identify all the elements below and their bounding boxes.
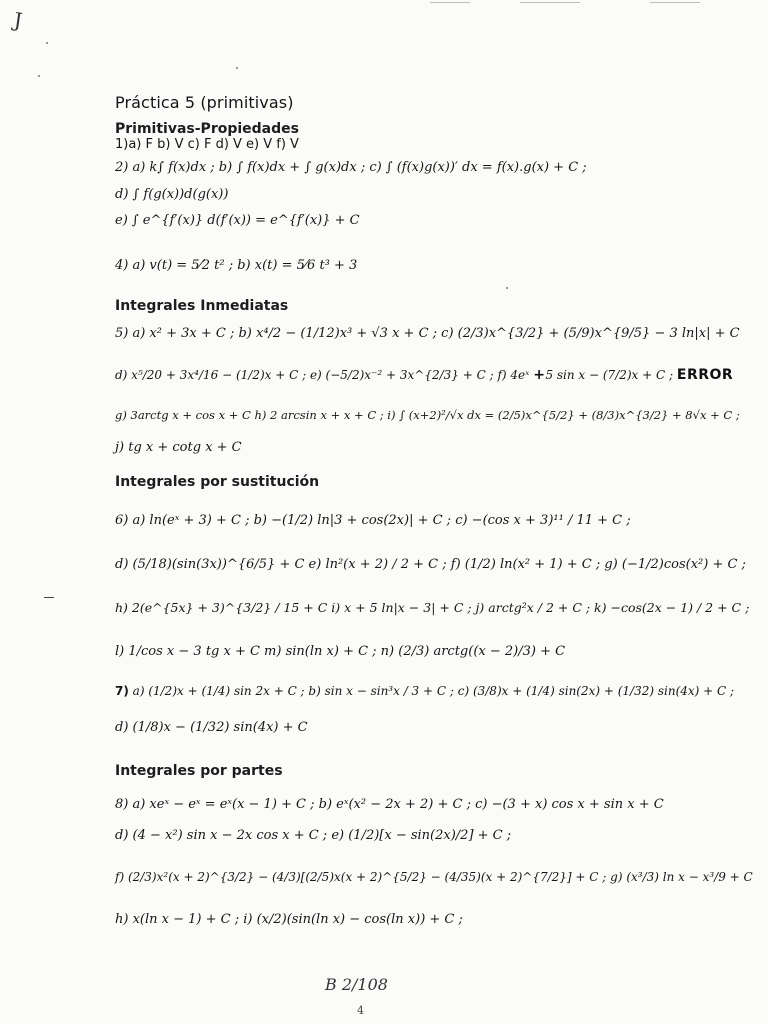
section-heading-propiedades: Primitivas-Propiedades bbox=[115, 121, 299, 137]
scan-artifact bbox=[44, 597, 54, 598]
answer-line-2d: d) ∫ f(g(x))d(g(x)) bbox=[115, 187, 229, 202]
scan-speck bbox=[236, 67, 238, 69]
section-heading-partes: Integrales por partes bbox=[115, 763, 283, 779]
page-title: Práctica 5 (primitivas) bbox=[115, 93, 294, 112]
answer-line-4: 4) a) v(t) = 5⁄2 t² ; b) x(t) = 5⁄6 t³ + 3 bbox=[115, 258, 358, 273]
scan-speck bbox=[506, 287, 508, 289]
answer-line-6l: l) 1/cos x − 3 tg x + C m) sin(ln x) + C ; n) (2/3) arctg((x − 2)/3) + C bbox=[115, 644, 566, 659]
answer-line-1: 1)a) F b) V c) F d) V e) V f) V bbox=[115, 137, 299, 152]
scan-artifact bbox=[520, 2, 580, 3]
answer-line-2: 2) a) k∫ f(x)dx ; b) ∫ f(x)dx + ∫ g(x)dx ; c) ∫ (f(x)g(x))′ dx = f(x).g(x) + C ; bbox=[115, 160, 587, 175]
answer-line-8h: h) x(ln x − 1) + C ; i) (x/2)(sin(ln x) − cos(ln x)) + C ; bbox=[115, 912, 463, 927]
scan-artifact bbox=[430, 2, 470, 3]
answer-line-5d bbox=[115, 367, 733, 383]
answer-line-5: 5) a) x² + 3x + C ; b) x⁴/2 − (1/12)x³ + √3 x + C ; c) (2/3)x^{3/2} + (5/9)x^{9/5} − 3 ln|x| + C bbox=[115, 326, 740, 341]
section-heading-sustitucion: Integrales por sustitución bbox=[115, 474, 320, 490]
handwritten-footer-code: B 2/108 bbox=[325, 975, 388, 994]
scan-artifact bbox=[650, 2, 700, 3]
answer-line-6h: h) 2(e^{5x} + 3)^{3/2} / 15 + C i) x + 5 ln|x − 3| + C ; j) arctg²x / 2 + C ; k) −cos(2x − 1) / 2 + C ; bbox=[115, 600, 750, 615]
scan-speck bbox=[38, 75, 40, 77]
answer-line-8d: d) (4 − x²) sin x − 2x cos x + C ; e) (1/2)[x − sin(2x)/2] + C ; bbox=[115, 828, 512, 843]
answer-line-6d: d) (5/18)(sin(3x))^{6/5} + C e) ln²(x + 2) / 2 + C ; f) (1/2) ln(x² + 1) + C ; g) (−1/2)cos(x²) + C ; bbox=[115, 557, 746, 572]
handwritten-error-note: ERROR bbox=[676, 367, 734, 383]
answer-line-2e: e) ∫ e^{f′(x)} d(f′(x)) = e^{f′(x)} + C bbox=[115, 213, 360, 228]
answer-line-5j: j) tg x + cotg x + C bbox=[115, 440, 242, 455]
handwritten-plus: + bbox=[533, 367, 546, 383]
answer-line-5g: g) 3arctg x + cos x + C h) 2 arcsin x + x + C ; i) ∫ (x+2)²/√x dx = (2/5)x^{5/2} + (8/3)x^{3/2} + 8√x + C ; bbox=[115, 408, 740, 422]
answer-line-7 bbox=[115, 684, 734, 698]
handwritten-footer-mark: 4 bbox=[357, 1004, 364, 1017]
scan-speck bbox=[46, 42, 48, 44]
answer-line-8f: f) (2/3)x²(x + 2)^{3/2} − (4/3)[(2/5)x(x + 2)^{5/2} − (4/35)(x + 2)^{7/2}] + C ; g) (x³/3) ln x − x³/9 + C bbox=[115, 870, 753, 884]
answer-line-6: 6) a) ln(eˣ + 3) + C ; b) −(1/2) ln|3 + cos(2x)| + C ; c) −(cos x + 3)¹¹ / 11 + C ; bbox=[115, 513, 631, 528]
answer-line-5d-end: 5 sin x − (7/2)x + C ; bbox=[545, 368, 674, 382]
answer-line-7d: d) (1/8)x − (1/32) sin(4x) + C bbox=[115, 720, 308, 735]
answer-line-8: 8) a) xeˣ − eˣ = eˣ(x − 1) + C ; b) eˣ(x² − 2x + 2) + C ; c) −(3 + x) cos x + sin x + C bbox=[115, 797, 664, 812]
answer-line-5d-start: d) x⁵/20 + 3x⁴/16 − (1/2)x + C ; e) (−5/2)x⁻² + 3x^{2/3} + C ; f) 4eˣ bbox=[115, 368, 534, 382]
answer-line-7-content: a) (1/2)x + (1/4) sin 2x + C ; b) sin x − sin³x / 3 + C ; c) (3/8)x + (1/4) sin(2x) + (1/32) sin(4x) + C ; bbox=[132, 684, 735, 698]
section-heading-inmediatas: Integrales Inmediatas bbox=[115, 298, 289, 314]
exercise-number-7: 7) bbox=[115, 684, 129, 698]
corner-pen-mark: J bbox=[12, 7, 24, 33]
